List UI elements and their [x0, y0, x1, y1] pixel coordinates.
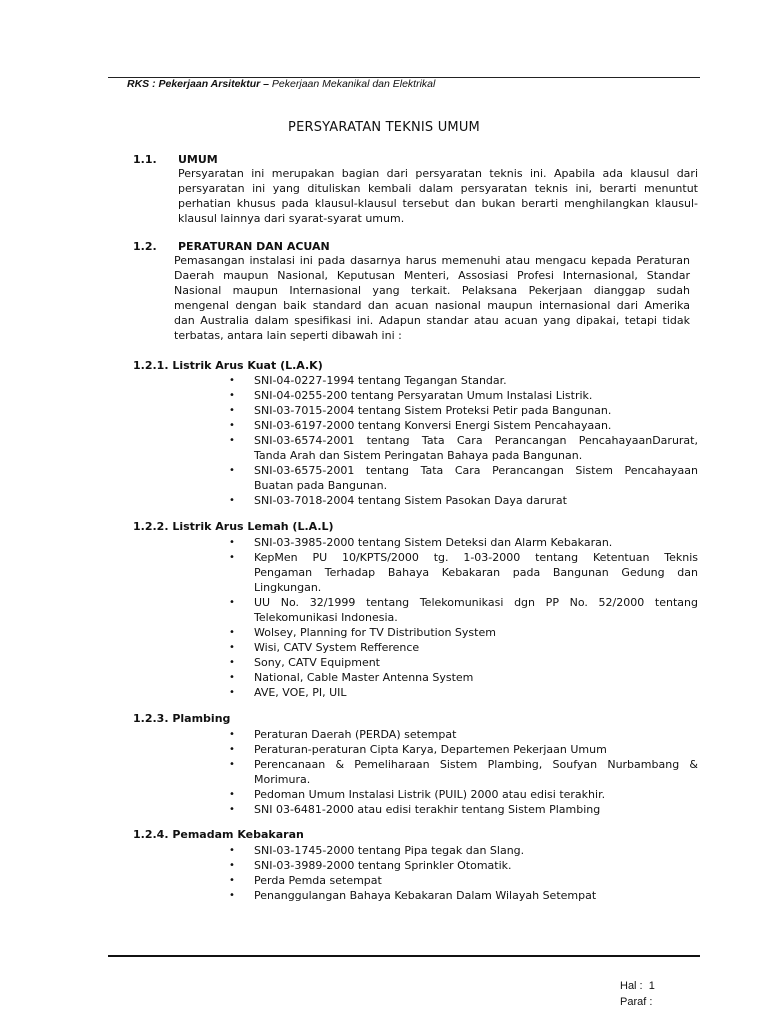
bullet-icon: • [229, 375, 235, 386]
subsection-1-2-2-list [226, 535, 698, 700]
list-item: • SNI-03-6197-2000 tentang Konversi Energi Sistem Pencahayaan. [226, 418, 698, 433]
paragraph-line: terbatas, antara lain seperti dibawah ini : [174, 329, 402, 342]
bullet-icon: • [229, 627, 235, 638]
bullet-icon: • [229, 537, 235, 548]
bullet-icon: • [229, 597, 235, 608]
list-item: • Pedoman Umum Instalasi Listrik (PUIL) 2000 atau edisi terakhir. [226, 787, 698, 802]
paragraph-line: Persyaratan ini merupakan bagian dari persyaratan teknis ini. Apabila ada klausul dari [178, 167, 698, 180]
paraf-label: Paraf : [620, 996, 653, 1008]
section-title: PERATURAN DAN ACUAN [178, 240, 330, 253]
section-number: 1.2. [133, 240, 157, 253]
bullet-icon: • [229, 804, 235, 815]
list-item: • Penanggulangan Bahaya Kebakaran Dalam Wilayah Setempat [226, 888, 698, 903]
bullet-icon: • [229, 465, 235, 476]
bullet-icon: • [229, 789, 235, 800]
list-item: • Peraturan-peraturan Cipta Karya, Departemen Pekerjaan Umum [226, 742, 698, 757]
paragraph-line: persyaratan ini yang dituliskan kembali dalam persyaratan teknis ini, berarti menuntut [178, 182, 698, 195]
list-item: • KepMen PU 10/KPTS/2000 tg. 1-03-2000 tentang Ketentuan Teknis Pengaman Terhadap Bahaya Kebakaran pada Bangunan Gedung dan Lingkungan. [226, 550, 698, 595]
section-1-1-heading [133, 153, 218, 166]
bullet-icon: • [229, 420, 235, 431]
subsection-1-2-1-heading: 1.2.1. Listrik Arus Kuat (L.A.K) [133, 359, 323, 372]
paragraph-line: mengenal dengan baik standard dan acuan nasional maupun internasional dari Amerika [174, 299, 690, 312]
header-project: RKS : Pekerjaan Arsitektur – [127, 78, 270, 90]
list-item: • SNI-03-3985-2000 tentang Sistem Deteksi dan Alarm Kebakaran. [226, 535, 698, 550]
list-item: • Perda Pemda setempat [226, 873, 698, 888]
document-title: PERSYARATAN TEKNIS UMUM [288, 120, 480, 135]
list-item: • Wolsey, Planning for TV Distribution System [226, 625, 698, 640]
section-1-2-paragraph [174, 253, 690, 343]
subsection-1-2-4-list [226, 843, 698, 903]
section-1-1-paragraph [178, 166, 698, 226]
list-item: • Peraturan Daerah (PERDA) setempat [226, 727, 698, 742]
paragraph-line: perhatian khusus pada klausul-klausul tersebut dan bukan berarti menghilangkan klausul- [178, 197, 698, 210]
bullet-icon: • [229, 687, 235, 698]
bullet-icon: • [229, 405, 235, 416]
list-item: • National, Cable Master Antenna System [226, 670, 698, 685]
subsection-1-2-3-list [226, 727, 698, 817]
bullet-icon: • [229, 435, 235, 446]
list-item: • UU No. 32/1999 tentang Telekomunikasi dgn PP No. 52/2000 tentang Telekomunikasi Indonesia. [226, 595, 698, 625]
list-item: • SNI-03-6574-2001 tentang Tata Cara Perancangan PencahayaanDarurat, Tanda Arah dan Sistem Peringatan Bahaya pada Bangunan. [226, 433, 698, 463]
subsection-1-2-4-heading: 1.2.4. Pemadam Kebakaran [133, 828, 304, 841]
section-title: UMUM [178, 153, 218, 166]
bullet-icon: • [229, 744, 235, 755]
section-number: 1.1. [133, 153, 157, 166]
paragraph-line: Daerah maupun Nasional, Keputusan Menteri, Assosiasi Profesi Internasional, Standar [174, 269, 690, 282]
paragraph-line: klausul lainnya dari syarat-syarat umum. [178, 212, 405, 225]
subsection-1-2-2-heading: 1.2.2. Listrik Arus Lemah (L.A.L) [133, 520, 334, 533]
list-item: • Perencanaan & Pemeliharaan Sistem Plambing, Soufyan Nurbambang & Morimura. [226, 757, 698, 787]
paragraph-line: Pemasangan instalasi ini pada dasarnya harus memenuhi atau mengacu kepada Peraturan [174, 254, 690, 267]
bullet-icon: • [229, 672, 235, 683]
bullet-icon: • [229, 759, 235, 770]
paragraph-line: dan Australia dalam spesifikasi ini. Adapun standar atau acuan yang dipakai, tetapi tidak [174, 314, 690, 327]
bullet-icon: • [229, 729, 235, 740]
bullet-icon: • [229, 657, 235, 668]
bullet-icon: • [229, 875, 235, 886]
header-subject: Pekerjaan Mekanikal dan Elektrikal [269, 78, 436, 90]
list-item: • SNI-03-6575-2001 tentang Tata Cara Perancangan Sistem Pencahayaan Buatan pada Bangunan. [226, 463, 698, 493]
list-item: • SNI-03-7015-2004 tentang Sistem Proteksi Petir pada Bangunan. [226, 403, 698, 418]
page-header [127, 78, 435, 90]
list-item: • SNI-03-7018-2004 tentang Sistem Pasokan Daya darurat [226, 493, 698, 508]
bullet-icon: • [229, 495, 235, 506]
page-number: Hal : 1 [620, 980, 655, 992]
footer-rule [108, 955, 700, 957]
paragraph-line: Nasional maupun Internasional yang terkait. Pelaksana Pekerjaan dianggap sudah [174, 284, 690, 297]
list-item: • AVE, VOE, PI, UIL [226, 685, 698, 700]
bullet-icon: • [229, 845, 235, 856]
list-item: • SNI-03-1745-2000 tentang Pipa tegak dan Slang. [226, 843, 698, 858]
list-item: • SNI-04-0227-1994 tentang Tegangan Standar. [226, 373, 698, 388]
list-item: • Sony, CATV Equipment [226, 655, 698, 670]
subsection-1-2-1-list [226, 373, 698, 508]
bullet-icon: • [229, 552, 235, 563]
list-item: • SNI-03-3989-2000 tentang Sprinkler Otomatik. [226, 858, 698, 873]
list-item: • SNI-04-0255-200 tentang Persyaratan Umum Instalasi Listrik. [226, 388, 698, 403]
section-1-2-heading [133, 240, 330, 253]
subsection-1-2-3-heading: 1.2.3. Plambing [133, 712, 231, 725]
bullet-icon: • [229, 642, 235, 653]
bullet-icon: • [229, 860, 235, 871]
list-item: • SNI 03-6481-2000 atau edisi terakhir tentang Sistem Plambing [226, 802, 698, 817]
bullet-icon: • [229, 890, 235, 901]
bullet-icon: • [229, 390, 235, 401]
list-item: • Wisi, CATV System Refference [226, 640, 698, 655]
